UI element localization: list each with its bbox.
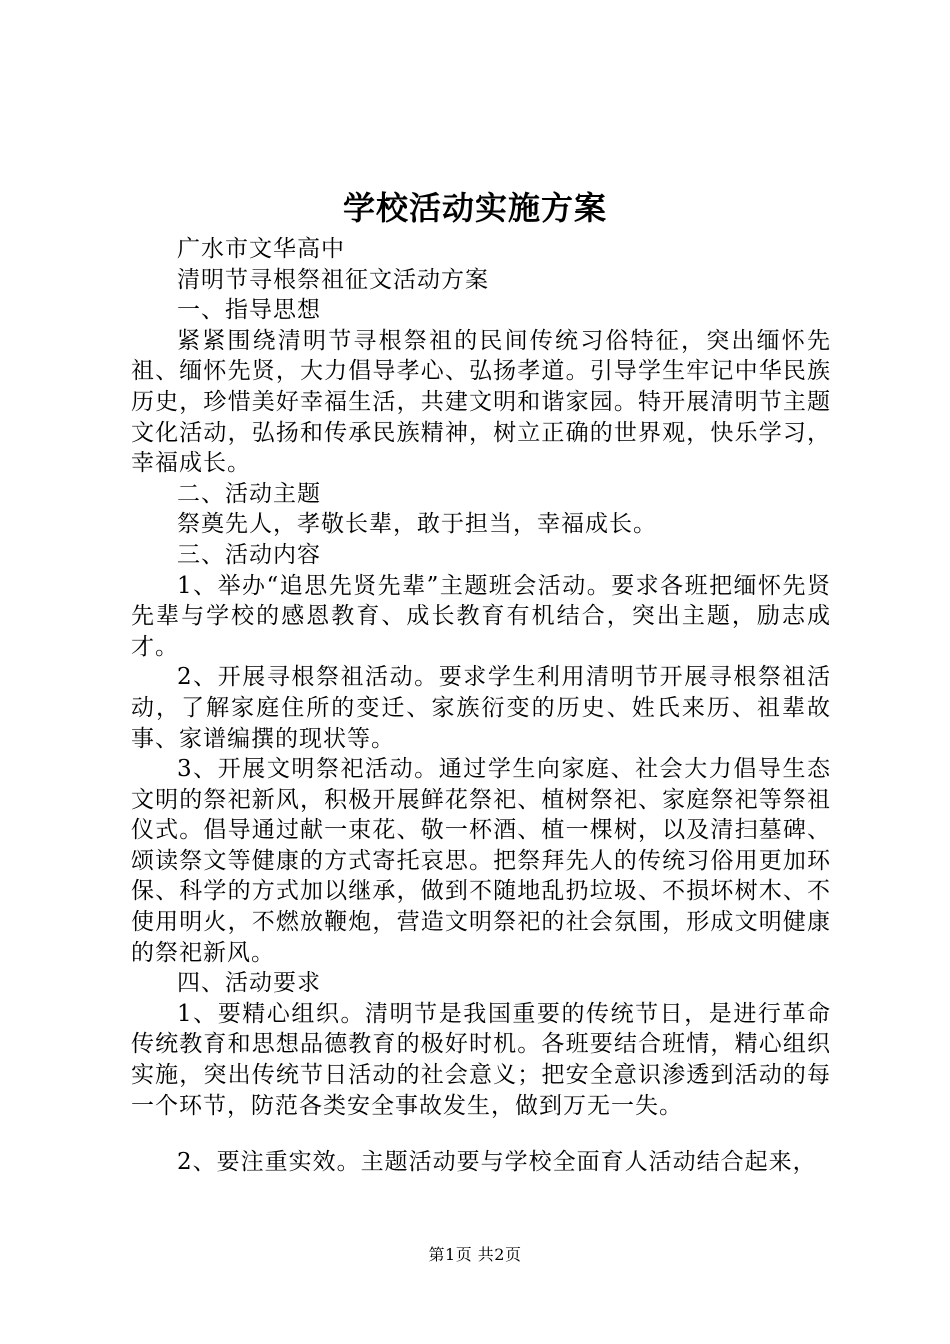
section-heading-content: 三、活动内容 [177,541,321,568]
paragraph-theme: 祭奠先人，孝敬长辈，敢于担当，幸福成长。 [177,511,657,538]
paragraph-requirement-2: 2、要注重实效。主题活动要与学校全面育人活动结合起来， [177,1149,817,1176]
activity-plan-title: 清明节寻根祭祖征文活动方案 [177,266,489,293]
paragraph-guiding-thought: 紧紧围绕清明节寻根祭祖的民间传统习俗特征，突出缅怀先祖、缅怀先贤，大力倡导孝心、弘扬孝道。引导学生牢记中华民族历史，珍惜美好幸福生活，共建文明和谐家园。特开展清明节主题文化活动，弘扬和传承民族精神，树立正确的世界观，快乐学习，幸福成长。 [131,327,831,477]
section-heading-requirements: 四、活动要求 [177,970,321,997]
section-heading-theme: 二、活动主题 [177,480,321,507]
document-title: 学校活动实施方案 [342,189,607,227]
school-name: 广水市文华高中 [177,236,345,262]
paragraph-requirement-1: 1、要精心组织。清明节是我国重要的传统节日，是进行革命传统教育和思想品德教育的极好时机。各班要结合班情，精心组织实施，突出传统节日活动的社会意义；把安全意识渗透到活动的每一个环节，防范各类安全事故发生，做到万无一失。 [131,1000,831,1119]
paragraph-content-2: 2、开展寻根祭祖活动。要求学生利用清明节开展寻根祭祖活动，了解家庭住所的变迁、家族衍变的历史、姓氏来历、祖辈故事、家谱编撰的现状等。 [131,664,831,752]
section-heading-guiding-thought: 一、指导思想 [177,297,321,324]
paragraph-content-3: 3、开展文明祭祀活动。通过学生向家庭、社会大力倡导生态文明的祭祀新风，积极开展鲜花祭祀、植树祭祀、家庭祭祀等祭祖仪式。倡导通过献一束花、敬一杯酒、植一棵树，以及清扫墓碑、颂读祭文等健康的方式寄托哀思。把祭拜先人的传统习俗用更加环保、科学的方式加以继承，做到不随地乱扔垃圾、不损坏树木、不使用明火，不燃放鞭炮，营造文明祭祀的社会氛围，形成文明健康的祭祀新风。 [131,756,831,966]
paragraph-content-1: 1、举办“追思先贤先辈”主题班会活动。要求各班把缅怀先贤先辈与学校的感恩教育、成长教育有机结合，突出主题，励志成才。 [131,572,831,660]
page-number: 第1页 共2页 [428,1245,522,1264]
document-body [131,234,831,1178]
